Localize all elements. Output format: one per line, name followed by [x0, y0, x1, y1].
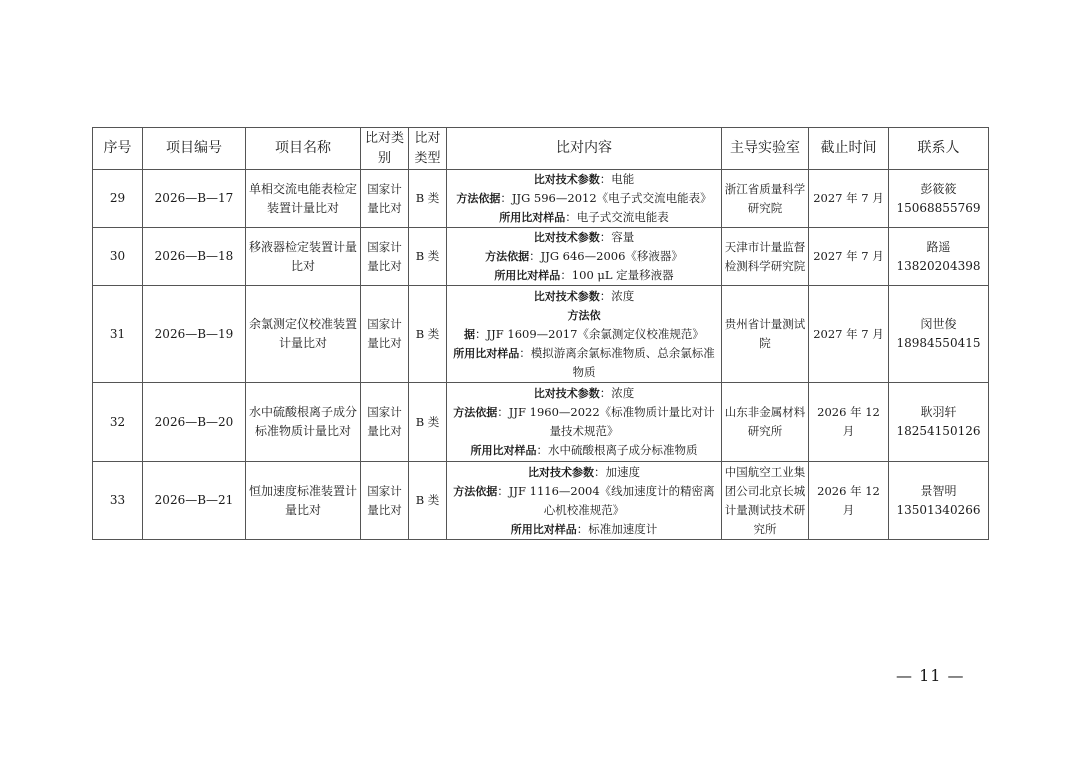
- cell-code: 2026—B—21: [143, 462, 246, 540]
- contact-phone: 18984550415: [896, 336, 981, 350]
- cell-category: 国家计量比对: [361, 462, 409, 540]
- params-label: 比对技术参数: [533, 289, 600, 303]
- cell-lab: 山东非金属材料研究所: [722, 383, 809, 462]
- contact-phone: 15068855769: [896, 200, 981, 215]
- cell-seq: 31: [93, 286, 143, 383]
- contact-name: 耿羽轩: [920, 405, 957, 419]
- cell-seq: 30: [93, 228, 143, 286]
- cell-category: 国家计量比对: [361, 228, 409, 286]
- params-value: ：电能: [599, 172, 635, 186]
- method-label: 方法依据: [453, 484, 498, 498]
- sample-value: ：100 μL 定量移液器: [560, 268, 674, 282]
- cell-category: 国家计量比对: [361, 383, 409, 462]
- cell-name: 余氯测定仪校准装置计量比对: [246, 286, 361, 383]
- cell-name: 水中硫酸根离子成分标准物质计量比对: [246, 383, 361, 462]
- params-value: ：浓度: [599, 288, 635, 303]
- header-deadline: 截止时间: [809, 128, 889, 170]
- content-method: [449, 306, 719, 344]
- content-params: [449, 287, 719, 306]
- content-sample: [449, 208, 719, 227]
- header-code: 项目编号: [143, 128, 246, 170]
- cell-seq: 32: [93, 383, 143, 462]
- table-row: [93, 286, 989, 383]
- cell-lab: 浙江省质量科学研究院: [722, 170, 809, 228]
- content-sample: [449, 520, 719, 539]
- header-content: 比对内容: [447, 128, 722, 170]
- content-method: [449, 247, 719, 266]
- cell-seq: 33: [93, 462, 143, 540]
- table-row: [93, 228, 989, 286]
- content-params: [449, 228, 719, 247]
- cell-lab: 贵州省计量测试院: [722, 286, 809, 383]
- cell-code: 2026—B—17: [143, 170, 246, 228]
- cell-deadline: 2027 年 7 月: [809, 286, 889, 383]
- params-value: ：浓度: [599, 386, 635, 400]
- sample-label: 所用比对样品: [510, 522, 577, 536]
- cell-lab: 天津市计量监督检测科学研究院: [722, 228, 809, 286]
- content-params: [449, 170, 719, 189]
- params-label: 比对技术参数: [533, 173, 600, 186]
- cell-content: [447, 383, 722, 462]
- content-params: [449, 463, 719, 482]
- header-type: 比对类型: [409, 128, 447, 170]
- header-name: 项目名称: [246, 128, 361, 170]
- cell-contact: [889, 462, 989, 540]
- cell-name: 移液器检定装置计量比对: [246, 228, 361, 286]
- sample-label: 所用比对样品: [470, 444, 537, 457]
- cell-seq: 29: [93, 170, 143, 228]
- content-method: [449, 482, 719, 520]
- cell-code: 2026—B—18: [143, 228, 246, 286]
- cell-deadline: 2026 年 12 月: [809, 383, 889, 462]
- sample-label: 所用比对样品: [499, 211, 566, 224]
- method-value: ：JJF 1116—2004《线加速度计的精密离心机校准规范》: [497, 483, 715, 517]
- cell-type: B 类: [409, 383, 447, 462]
- header-lab: 主导实验室: [722, 128, 809, 170]
- params-label: 比对技术参数: [533, 231, 600, 244]
- sample-value: ：水中硫酸根离子成分标准物质: [536, 443, 698, 457]
- method-label: 方法依据: [453, 406, 498, 419]
- cell-category: 国家计量比对: [361, 286, 409, 383]
- cell-contact: [889, 286, 989, 383]
- header-contact: 联系人: [889, 128, 989, 170]
- method-label: 方法依据: [464, 308, 601, 341]
- cell-contact: [889, 170, 989, 228]
- cell-name: 单相交流电能表检定装置计量比对: [246, 170, 361, 228]
- cell-deadline: 2027 年 7 月: [809, 228, 889, 286]
- params-value: ：加速度: [594, 464, 640, 479]
- sample-value: ：标准加速度计: [576, 521, 658, 536]
- method-label: 方法依据: [485, 250, 530, 263]
- content-sample: [449, 441, 719, 460]
- contact-name: 路遥: [926, 239, 951, 254]
- table-row: [93, 170, 989, 228]
- cell-content: [447, 462, 722, 540]
- contact-phone: 13820204398: [896, 258, 981, 273]
- sample-label: 所用比对样品: [453, 346, 520, 360]
- cell-category: 国家计量比对: [361, 170, 409, 228]
- cell-type: B 类: [409, 228, 447, 286]
- cell-contact: [889, 383, 989, 462]
- params-label: 比对技术参数: [533, 387, 600, 400]
- content-params: [449, 384, 719, 403]
- content-sample: [449, 344, 719, 382]
- cell-deadline: 2027 年 7 月: [809, 170, 889, 228]
- header-category: 比对类别: [361, 128, 409, 170]
- method-value: ：JJF 1609—2017《余氯测定仪校准规范》: [475, 326, 704, 341]
- method-value: ：JJF 1960—2022《标准物质计量比对计量技术规范》: [497, 405, 715, 438]
- cell-code: 2026—B—20: [143, 383, 246, 462]
- method-value: ：JJG 596—2012《电子式交流电能表》: [500, 191, 712, 205]
- params-label: 比对技术参数: [528, 465, 594, 479]
- cell-type: B 类: [409, 286, 447, 383]
- comparison-projects-table: [92, 127, 989, 540]
- sample-value: ：电子式交流电能表: [565, 210, 669, 224]
- sample-label: 所用比对样品: [494, 269, 561, 282]
- cell-code: 2026—B—19: [143, 286, 246, 383]
- cell-content: [447, 170, 722, 228]
- content-method: [449, 403, 719, 441]
- cell-type: B 类: [409, 170, 447, 228]
- method-value: ：JJG 646—2006《移液器》: [529, 249, 683, 263]
- content-method: [449, 189, 719, 208]
- cell-type: B 类: [409, 462, 447, 540]
- table-row: [93, 462, 989, 540]
- header-seq: 序号: [93, 128, 143, 170]
- cell-deadline: 2026 年 12 月: [809, 462, 889, 540]
- contact-name: 景智明: [920, 483, 957, 498]
- cell-lab: 中国航空工业集团公司北京长城计量测试技术研究所: [722, 462, 809, 540]
- table-row: [93, 383, 989, 462]
- content-sample: [449, 266, 719, 285]
- page-number: — 11 —: [896, 666, 965, 685]
- cell-contact: [889, 228, 989, 286]
- table-header-row: [93, 128, 989, 170]
- params-value: ：容量: [599, 230, 635, 244]
- contact-name: 彭筱筱: [920, 181, 957, 196]
- cell-content: [447, 228, 722, 286]
- cell-content: [447, 286, 722, 383]
- contact-phone: 13501340266: [896, 502, 981, 517]
- cell-name: 恒加速度标准装置计量比对: [246, 462, 361, 540]
- sample-value: ：模拟游离余氯标准物质、总余氯标准物质: [519, 345, 715, 379]
- method-label: 方法依据: [456, 192, 501, 205]
- contact-name: 闵世俊: [920, 317, 957, 331]
- contact-phone: 18254150126: [896, 424, 981, 438]
